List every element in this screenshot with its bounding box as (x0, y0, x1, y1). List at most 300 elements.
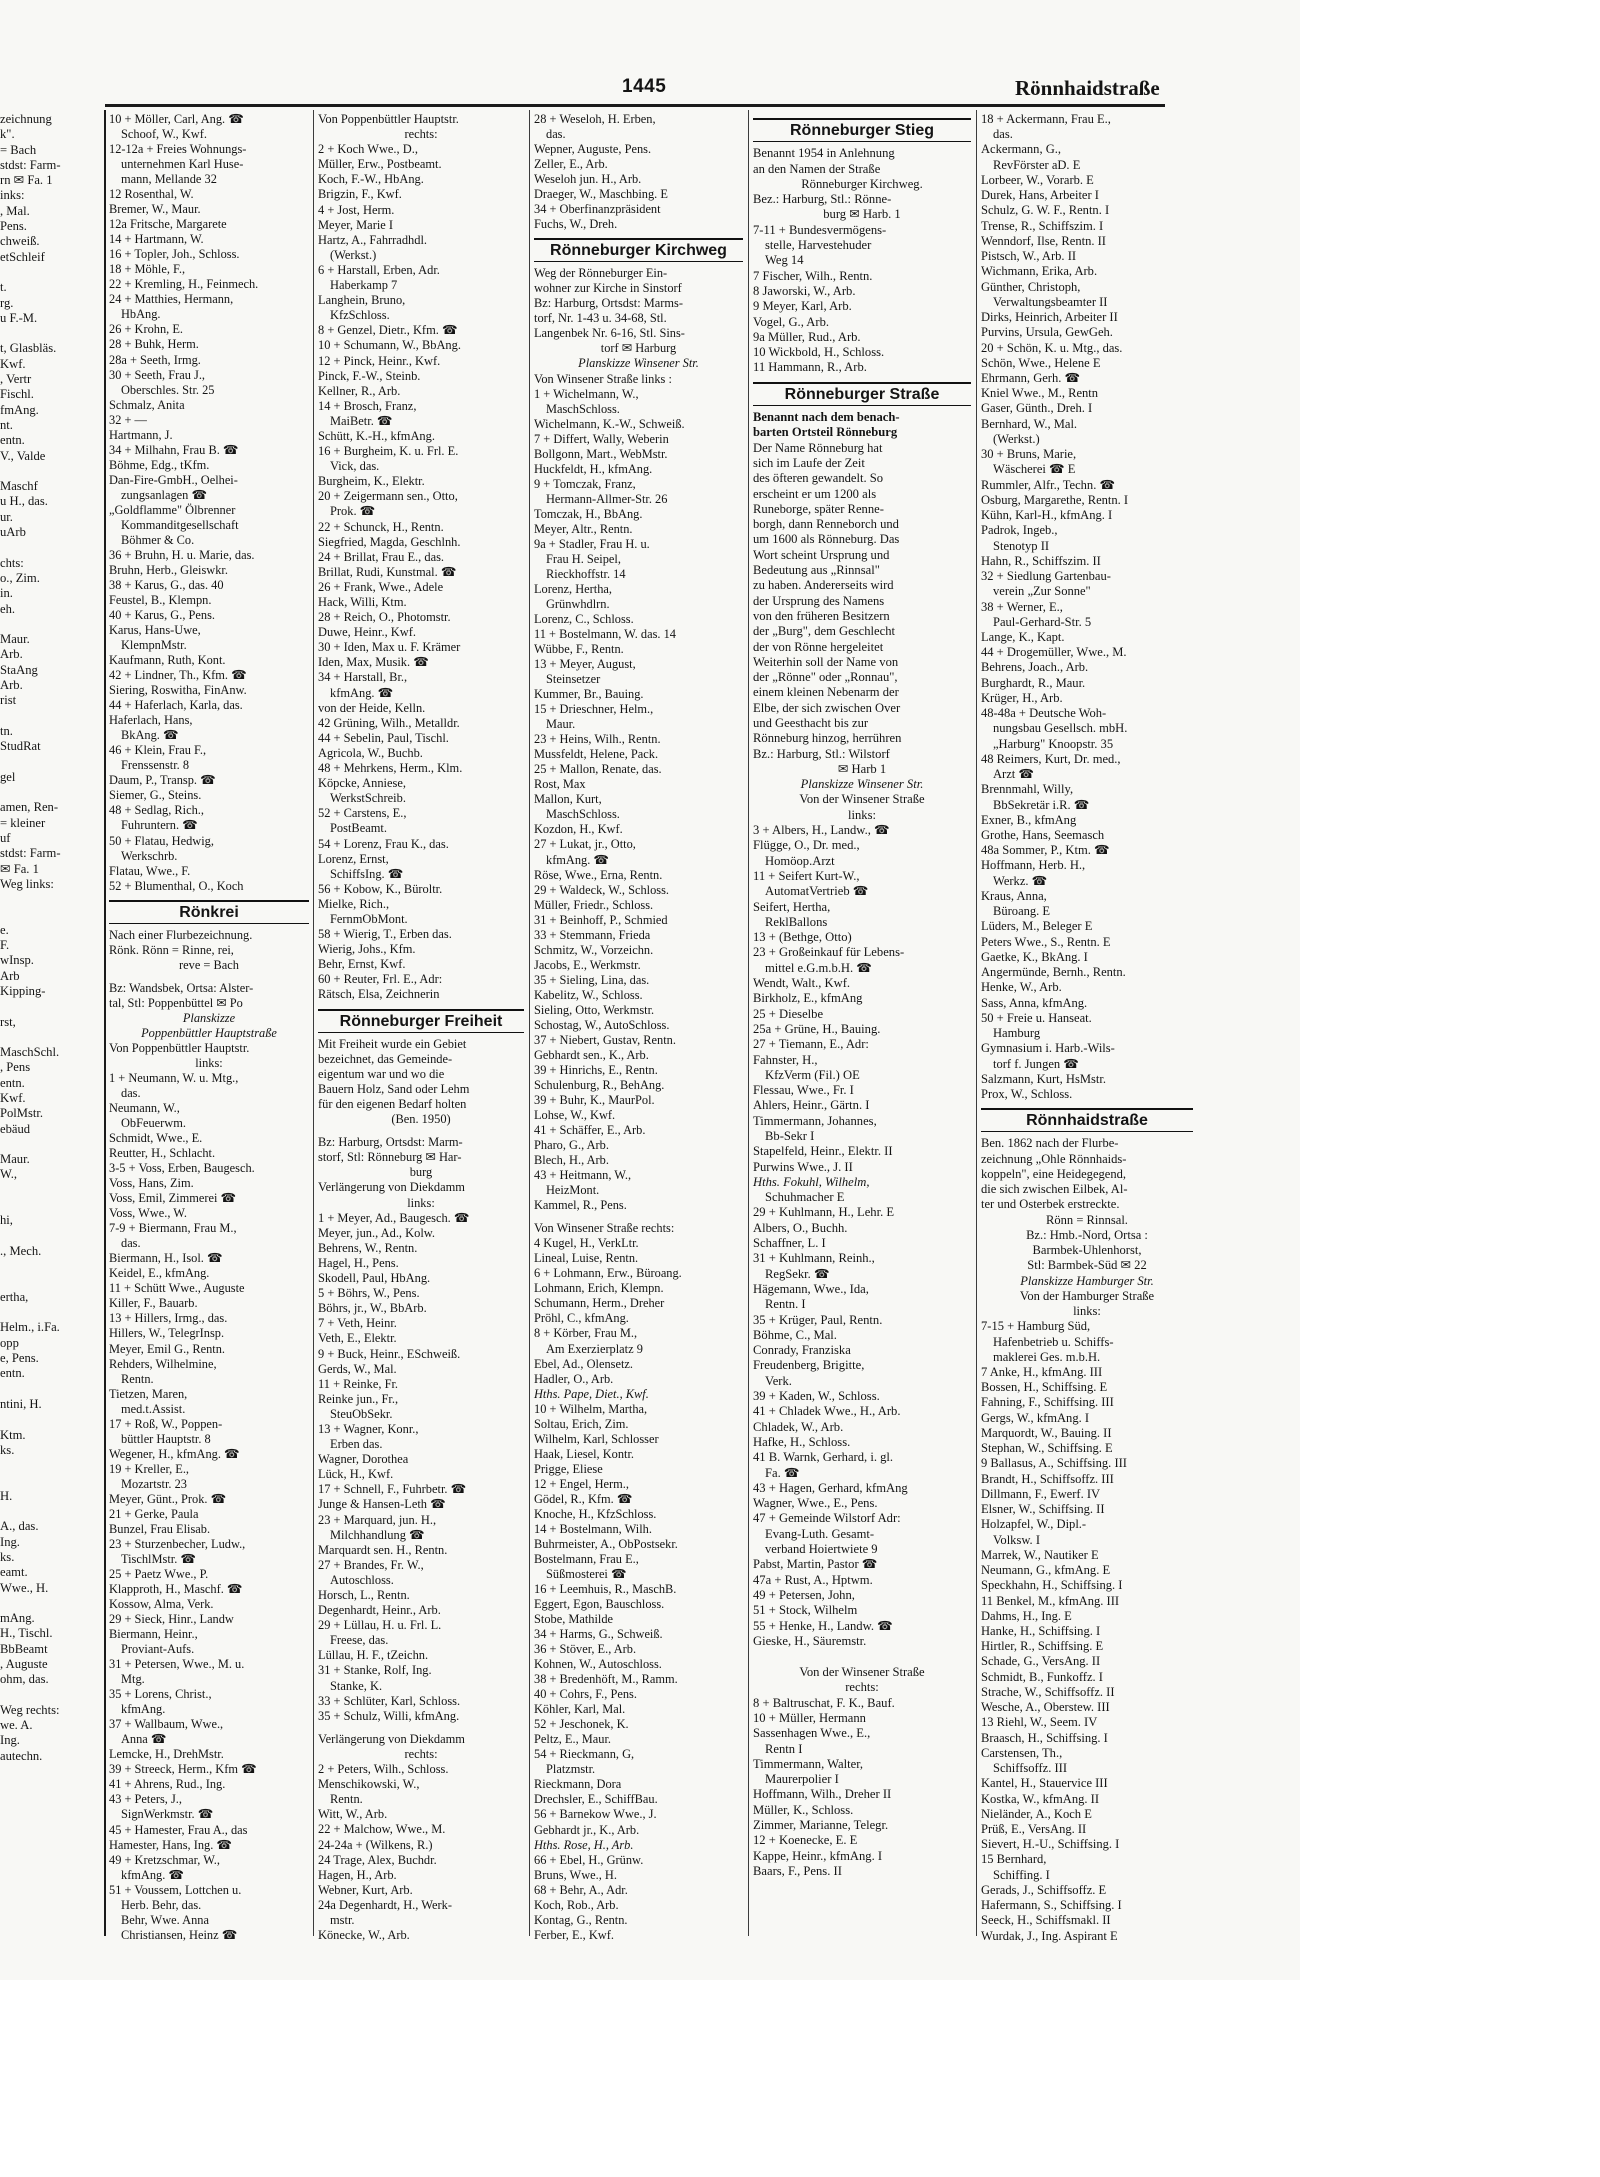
directory-entry: Lineal, Luise, Rentn. (534, 1251, 639, 1266)
margin-fragment: entn. (0, 1075, 25, 1090)
directory-entry: kfmAng. ☎ (330, 685, 394, 700)
margin-fragment (0, 464, 100, 479)
directory-entry: 29 + Sieck, Hinr., Landw (109, 1612, 234, 1627)
directory-entry: Karus, Hans-Uwe, (109, 623, 201, 638)
directory-entry: 34 + Harstall, Br., (318, 670, 408, 685)
directory-entry: 13 + Wagner, Konr., (318, 1421, 419, 1436)
directory-entry: 48 Reimers, Kurt, Dr. med., (981, 751, 1121, 766)
directory-entry: 34 + Milhahn, Frau B. ☎ (109, 442, 239, 457)
directory-entry: MaschSchloss. (546, 807, 620, 822)
directory-entry: Mit Freiheit wurde ein Gebiet (318, 1036, 467, 1051)
directory-entry: Stobe, Mathilde (534, 1612, 614, 1627)
margin-fragment (0, 709, 100, 724)
directory-entry: Eggert, Egon, Bauschloss. (534, 1597, 665, 1612)
directory-entry: Zeller, E., Arb. (534, 157, 608, 172)
directory-entry: Pinck, F.-W., Steinb. (318, 368, 421, 383)
directory-entry: Gebhardt jr., K., Arb. (534, 1822, 640, 1837)
column-divider (748, 110, 749, 1936)
directory-entry: Wepner, Auguste, Pens. (534, 142, 652, 157)
directory-entry: Schade, G., VersAng. II (981, 1654, 1101, 1669)
street-heading: Rönneburger Straße (753, 382, 971, 406)
directory-entry: Planskizze Hamburger Str. (1020, 1273, 1154, 1288)
directory-entry: 37 + Niebert, Gustav, Rentn. (534, 1032, 676, 1047)
directory-entry: torf, Nr. 1-43 u. 34-68, Stl. (534, 311, 667, 326)
directory-entry: 14 + Hartmann, W. (109, 232, 204, 247)
directory-entry: 30 + Seeth, Frau J., (109, 367, 206, 382)
directory-entry: Wendt, Walt., Kwf. (753, 976, 851, 991)
directory-entry: Hagel, H., Pens. (318, 1255, 399, 1270)
directory-entry: Kummer, Br., Bauing. (534, 687, 644, 702)
directory-entry: Nach einer Flurbezeichnung. (109, 927, 253, 942)
directory-entry: Osburg, Margarethe, Rentn. I (981, 492, 1129, 507)
directory-entry: Schmalz, Anita (109, 397, 185, 412)
directory-entry: Verlängerung von Diekdamm (318, 1731, 465, 1746)
directory-entry: Mussfeldt, Helene, Pack. (534, 747, 659, 762)
directory-entry: Dirks, Heinrich, Arbeiter II (981, 310, 1118, 325)
directory-entry: Bz: Harburg, Ortsdst: Marms- (534, 296, 683, 311)
directory-entry: Hoffmann, Wilh., Dreher II (753, 1787, 892, 1802)
directory-entry: 2 + Peters, Wilh., Schloss. (318, 1762, 449, 1777)
directory-entry: Voss, Wwe., W. (109, 1206, 187, 1221)
directory-entry: 11 Hammann, R., Arb. (753, 360, 867, 375)
directory-entry: Bremer, W., Maur. (109, 202, 201, 217)
directory-entry: Lorenz, Hertha, (534, 581, 612, 596)
directory-entry: 22 + Malchow, Wwe., M. (318, 1822, 446, 1837)
directory-entry: 47a + Rust, A., Hptwm. (753, 1572, 873, 1587)
directory-entry: 40 + Karus, G., Pens. (109, 608, 215, 623)
directory-entry: Kellner, R., Arb. (318, 383, 401, 398)
directory-entry: RevFörster aD. E (993, 157, 1081, 172)
directory-entry: 8 + Genzel, Dietr., Kfm. ☎ (318, 323, 458, 338)
directory-entry: Rentn. (121, 1371, 154, 1386)
directory-entry: für den eigenen Bedarf holten (318, 1097, 467, 1111)
directory-entry: des öfteren gewandelt. So (753, 471, 884, 486)
directory-entry: wohner zur Kirche in Sinstorf (534, 281, 682, 296)
margin-fragment: ebäud (0, 1121, 31, 1136)
directory-entry: Von Poppenbüttler Hauptstr. (318, 112, 459, 126)
directory-entry: 7-15 + Hamburg Süd, (981, 1319, 1091, 1334)
margin-fragment (0, 1198, 100, 1213)
directory-entry: Siering, Roswitha, FinAnw. (109, 683, 247, 698)
directory-entry: Tomczak, H., BbAng. (534, 506, 643, 521)
directory-entry: 48-48a + Deutsche Woh- (981, 706, 1107, 721)
directory-entry: 39 + Streeck, Herm., Kfm ☎ (109, 1762, 257, 1777)
directory-entry: 12 + Engel, Herm., (534, 1476, 629, 1491)
directory-entry: Büroang. E (993, 904, 1051, 919)
directory-entry: Schulenburg, R., BehAng. (534, 1077, 665, 1092)
directory-entry: 24a Degenhardt, H., Werk- (318, 1897, 452, 1912)
directory-entry: Paul-Gerhard-Str. 5 (993, 614, 1092, 629)
directory-entry: Haferlach, Hans, (109, 713, 193, 728)
directory-entry: Hths. Fokuhl, Wilhelm, (753, 1174, 870, 1189)
directory-entry: 50 + Freie u. Hanseat. (981, 1010, 1092, 1025)
directory-entry: Buhrmeister, A., ObPostsekr. (534, 1536, 678, 1551)
directory-entry: burg ✉ Harb. 1 (823, 207, 901, 222)
directory-entry: Kabelitz, W., Schloss. (534, 987, 643, 1002)
directory-entry: Rost, Max (534, 777, 586, 792)
directory-entry: torf ✉ Harburg (600, 341, 677, 356)
directory-entry: ✉ Harb 1 (837, 761, 887, 776)
directory-entry: zu haben. Andererseits wird (753, 578, 894, 593)
directory-entry: Sieling, Otto, Werkmstr. (534, 1002, 655, 1017)
directory-entry: Junge & Hansen-Leth ☎ (318, 1497, 446, 1512)
directory-entry: verein „Zur Sonne" (993, 584, 1091, 599)
directory-entry: 28 + Reich, O., Photomstr. (318, 610, 451, 625)
directory-entry: 32 + Siedlung Gartenbau- (981, 569, 1111, 584)
directory-entry: med.t.Assist. (121, 1401, 186, 1416)
margin-fragment: u H., das. (0, 494, 48, 509)
directory-entry: Maur. (546, 717, 576, 732)
margin-fragment: Fischl. (0, 387, 34, 402)
directory-entry: 24-24a + (Wilkens, R.) (318, 1837, 433, 1852)
directory-entry: Drechsler, E., SchiffBau. (534, 1792, 658, 1807)
directory-entry: Frenssenstr. 8 (121, 758, 190, 773)
directory-entry: ObFeuerwm. (121, 1116, 186, 1131)
section-gap (534, 1213, 743, 1221)
directory-entry: 9a Müller, Rud., Arb. (753, 329, 861, 344)
directory-entry: Wagner, Dorothea (318, 1452, 409, 1467)
directory-entry: Anna ☎ (121, 1732, 167, 1747)
directory-entry: von den früheren Besitzern (753, 608, 890, 623)
directory-entry: Verlängerung von Diekdamm (318, 1180, 465, 1195)
margin-fragment (0, 1382, 100, 1397)
margin-fragment: Kwf. (0, 1091, 26, 1105)
directory-entry: 7 Fischer, Wilh., Rentn. (753, 268, 873, 283)
directory-entry: Fuhruntern. ☎ (121, 818, 198, 833)
directory-entry: Hahn, R., Schiffszim. II (981, 553, 1101, 568)
directory-entry: Gergs, W., kfmAng. I (981, 1410, 1090, 1425)
directory-entry: Frau H. Seipel, (546, 551, 621, 566)
margin-fragment: ks. (0, 1549, 15, 1564)
directory-entry: die sich zwischen Eilbek, Al- (981, 1182, 1128, 1197)
directory-entry: Degenhardt, Heinr., Arb. (318, 1603, 441, 1618)
directory-entry: Rieckmann, Dora (534, 1777, 622, 1792)
directory-entry: Koch, Rob., Arb. (534, 1897, 619, 1912)
directory-entry: 31 + Kuhlmann, Reinh., (753, 1251, 875, 1266)
directory-entry: Schmitz, W., Vorzeichn. (534, 942, 654, 957)
directory-entry: 32 + — (109, 412, 147, 427)
directory-entry: 29 + Kuhlmann, H., Lehr. E (753, 1205, 895, 1220)
directory-entry: Hafenbetrieb u. Schiffs- (993, 1334, 1114, 1349)
directory-entry: Rieckhoffstr. 14 (546, 566, 626, 581)
directory-entry: Stenotyp II (993, 538, 1050, 553)
directory-entry: Behrens, Joach., Arb. (981, 660, 1089, 675)
directory-entry: Gerds, W., Mal. (318, 1361, 397, 1376)
directory-entry: das. (546, 127, 566, 142)
directory-entry: Schön, Wwe., Helene E (981, 355, 1101, 370)
directory-entry: Knoche, H., KfzSchloss. (534, 1506, 657, 1521)
directory-entry: Vick, das. (330, 459, 380, 474)
directory-entry: Witt, W., Arb. (318, 1807, 388, 1822)
directory-entry: maklerei Ges. m.b.H. (993, 1349, 1101, 1364)
directory-entry: Maurerpolier I (765, 1772, 839, 1787)
margin-fragment: chts: (0, 555, 24, 570)
directory-entry: 47 + Gemeinde Wilstorf Adr: (753, 1511, 901, 1526)
margin-fragment (0, 1305, 100, 1320)
directory-entry: Christiansen, Heinz ☎ (121, 1927, 238, 1942)
directory-entry: 16 + Burgheim, K. u. Frl. E. (318, 444, 459, 459)
margin-fragment: nt. (0, 417, 13, 432)
directory-entry: 40 + Cohrs, F., Pens. (534, 1687, 637, 1702)
margin-fragment: StudRat (0, 739, 41, 754)
directory-entry: Bb-Sekr I (765, 1129, 815, 1143)
directory-entry: Kostka, W., kfmAng. II (981, 1791, 1099, 1806)
margin-fragment: ertha, (0, 1289, 29, 1304)
directory-entry: Kaufmann, Ruth, Kont. (109, 653, 226, 668)
directory-entry: Runeborge, später Renne- (753, 501, 884, 516)
directory-entry: borgh, dann Renneborch und (753, 517, 899, 532)
directory-entry: Holzapfel, W., Dipl.- (981, 1517, 1087, 1532)
margin-fragment: amen, Ren- (0, 800, 59, 815)
directory-entry: Brigzin, F., Kwf. (318, 187, 402, 202)
directory-entry: 14 + Bostelmann, Wilh. (534, 1521, 652, 1536)
directory-entry: Schumann, Herm., Dreher (534, 1296, 665, 1311)
directory-entry: Braasch, H., Schiffsing. I (981, 1730, 1108, 1745)
directory-entry: Wierig, Johs., Kfm. (318, 942, 416, 957)
margin-fragment (0, 1412, 100, 1427)
margin-fragment: Arb. (0, 677, 23, 692)
directory-entry: Purwins Wwe., J. II (753, 1159, 853, 1174)
directory-entry: sich im Laufe der Zeit (753, 455, 865, 470)
directory-entry: Koch, F.-W., HbAng. (318, 172, 424, 187)
directory-entry: Lüllau, H. F., tZeichn. (318, 1648, 429, 1663)
margin-fragment: o., Zim. (0, 570, 40, 585)
directory-column-3 (534, 112, 743, 1943)
directory-entry: (Ben. 1950) (391, 1112, 451, 1127)
directory-entry: Keidel, E., kfmAng. (109, 1266, 210, 1281)
directory-entry: Köhler, Karl, Mal. (534, 1702, 626, 1717)
directory-entry: 27 + Brandes, Fr. W., (318, 1557, 424, 1572)
directory-entry: Padrok, Ingeb., (981, 523, 1058, 538)
directory-entry: Reinke jun., Fr., (318, 1391, 399, 1406)
directory-entry: 38 + Karus, G., das. 40 (109, 577, 224, 592)
directory-entry: Lohmann, Erich, Klempn. (534, 1281, 664, 1296)
directory-entry: Elsner, W., Schiffsing. II (981, 1502, 1105, 1517)
directory-entry: 44 + Haferlach, Karla, das. (109, 698, 243, 713)
margin-fragment (0, 1473, 100, 1488)
directory-entry: Hagen, H., Arb. (318, 1867, 397, 1882)
directory-entry: Lorbeer, W., Vorarb. E (981, 172, 1094, 187)
directory-entry: 3 + Albers, H., Landw., ☎ (753, 823, 890, 838)
directory-entry: bezeichnet, das Gemeinde- (318, 1051, 453, 1066)
directory-entry: Lorenz, C., Schloss. (534, 612, 634, 626)
directory-entry: 36 + Bruhn, H. u. Marie, das. (109, 547, 255, 562)
directory-entry: Carstensen, Th., (981, 1745, 1063, 1760)
directory-entry: Poppenbüttler Hauptstraße (141, 1025, 277, 1040)
directory-entry: Fa. ☎ (765, 1465, 800, 1480)
directory-entry: Rummler, Alfr., Techn. ☎ (981, 477, 1116, 492)
directory-entry: Wübbe, F., Rentn. (534, 642, 624, 657)
directory-entry: 23 + Großeinkauf für Lebens- (753, 945, 905, 960)
directory-entry: das. (121, 1236, 141, 1251)
margin-fragment: rst, (0, 1014, 16, 1029)
margin-fragment: ohm, das. (0, 1672, 49, 1687)
directory-entry: 48a Sommer, P., Ktm. ☎ (981, 843, 1110, 858)
directory-entry: Röse, Wwe., Erna, Rentn. (534, 867, 663, 882)
directory-entry: 33 + Schlüter, Karl, Schloss. (318, 1693, 461, 1708)
directory-entry: Baars, F., Pens. II (753, 1863, 842, 1878)
directory-entry: Sass, Anna, kfmAng. (981, 995, 1088, 1010)
directory-entry: Lohse, W., Kwf. (534, 1108, 616, 1123)
directory-entry: Dillmann, F., Ewerf. IV (981, 1486, 1101, 1501)
margin-fragment (0, 1137, 100, 1152)
directory-entry: 29 + Lüllau, H. u. Frl. L. (318, 1618, 442, 1633)
margin-fragment (0, 1259, 100, 1274)
directory-entry: Werkschrb. (121, 848, 178, 863)
directory-entry: Weg 14 (765, 253, 804, 268)
directory-entry: Blech, H., Arb. (534, 1153, 609, 1168)
directory-entry: Weiterhin soll der Name von (753, 654, 899, 669)
margin-fragment: V., Valde (0, 448, 46, 463)
directory-entry: 7 + Differt, Wally, Weberin (534, 431, 669, 446)
margin-fragment: e, Pens. (0, 1351, 39, 1366)
directory-entry: Bz: Wandsbek, Ortsa: Alster- (109, 980, 254, 995)
directory-column-4 (753, 112, 971, 1879)
directory-entry: ter und Osterbek erstreckte. (981, 1197, 1120, 1212)
directory-entry: Bostelmann, Frau E., (534, 1551, 639, 1566)
directory-entry: 54 + Rieckmann, G, (534, 1747, 635, 1762)
directory-entry: 12a Fritsche, Margarete (109, 217, 227, 232)
directory-entry: kfmAng. ☎ (546, 852, 609, 867)
column-divider (529, 110, 530, 1936)
directory-entry: Hafke, H., Schloss. (753, 1434, 851, 1449)
directory-entry: 10 Wickbold, H., Schloss. (753, 345, 885, 360)
directory-entry: 28a + Seeth, Irmg. (109, 352, 201, 367)
directory-entry: mstr. (330, 1912, 355, 1927)
directory-entry: 14 + Brosch, Franz, (318, 398, 417, 413)
margin-fragment: ✉ Fa. 1 (0, 861, 39, 876)
directory-entry: Hartz, A., Fahrradhdl. (318, 232, 428, 247)
margin-fragment: zeichnung (0, 112, 52, 126)
directory-entry: Von Winsener Straße rechts: (534, 1221, 675, 1236)
directory-entry: das. (993, 127, 1013, 142)
margin-fragment (0, 617, 100, 632)
margin-fragment: H., Tischl. (0, 1626, 53, 1641)
directory-entry: Proviant-Aufs. (121, 1642, 195, 1657)
directory-entry: 11 + Reinke, Fr. (318, 1376, 399, 1391)
directory-entry: Gaetke, K., BkAng. I (981, 949, 1088, 964)
directory-entry: 33 + Stemmann, Frieda (534, 927, 651, 942)
street-heading: Rönneburger Stieg (753, 118, 971, 142)
directory-entry: Pharo, G., Arb. (534, 1138, 609, 1153)
directory-entry: Autoschloss. (330, 1572, 394, 1587)
directory-entry: Durek, Hans, Arbeiter I (981, 188, 1099, 203)
directory-entry: 49 + Kretzschmar, W., (109, 1852, 220, 1867)
margin-fragment: ntini, H. (0, 1396, 42, 1411)
directory-entry: 18 + Möhle, F., (109, 262, 186, 277)
directory-entry: Behrens, W., Rentn. (318, 1240, 418, 1255)
directory-entry: 10 + Müller, Hermann (753, 1710, 866, 1725)
directory-entry: tal, Stl: Poppenbüttel ✉ Po (109, 995, 243, 1010)
margin-fragment: fmAng. (0, 402, 39, 417)
directory-entry: 38 + Werner, E., (981, 599, 1063, 614)
directory-entry: Böhmer & Co. (121, 532, 195, 547)
directory-entry: Klapproth, H., Maschf. ☎ (109, 1582, 243, 1596)
directory-entry: 50 + Flatau, Hedwig, (109, 833, 214, 848)
directory-entry: 43 + Hagen, Gerhard, kfmAng (753, 1480, 908, 1495)
directory-entry: 43 + Peters, J., (109, 1792, 182, 1807)
margin-fragment: we. A. (0, 1718, 33, 1733)
directory-entry: Prox, W., Schloss. (981, 1087, 1073, 1101)
directory-entry: Iden, Max, Musik. ☎ (318, 655, 429, 670)
directory-entry: SchiffsIng. ☎ (330, 866, 404, 881)
directory-entry: 20 + Schön, K. u. Mtg., das. (981, 340, 1123, 355)
directory-entry: Mielke, Rich., (318, 896, 390, 911)
margin-fragment: u F.-M. (0, 310, 38, 325)
directory-entry: Volksw. I (993, 1532, 1040, 1547)
margin-fragment: opp (0, 1335, 19, 1350)
directory-entry: Seeck, H., Schiffsmakl. II (981, 1913, 1111, 1928)
margin-fragment: eamt. (0, 1565, 28, 1580)
margin-fragment (0, 1596, 100, 1611)
directory-entry: Von Winsener Straße links : (534, 371, 672, 386)
directory-entry: Kommanditgesellschaft (121, 517, 239, 532)
directory-entry: 12 Rosenthal, W. (109, 187, 194, 202)
directory-entry: Agricola, W., Buchb. (318, 745, 423, 760)
directory-entry: 8 Jaworski, W., Arb. (753, 283, 856, 298)
margin-fragment (0, 1275, 100, 1290)
directory-entry: 16 + Leemhuis, R., MaschB. (534, 1582, 677, 1596)
section-gap (753, 1657, 971, 1665)
directory-entry: 39 + Hinrichs, E., Rentn. (534, 1062, 658, 1077)
directory-entry: kfmAng. (121, 1702, 166, 1717)
directory-entry: Henke, W., Arb. (981, 980, 1062, 995)
directory-entry: 52 + Blumenthal, O., Koch (109, 878, 244, 893)
section-gap (109, 973, 309, 981)
directory-entry: Herb. Behr, das. (121, 1897, 202, 1912)
column-divider (104, 110, 106, 1936)
directory-entry: Steinsetzer (546, 672, 601, 687)
directory-entry: Homöop.Arzt (765, 853, 835, 868)
directory-entry: Sassenhagen Wwe., E., (753, 1726, 871, 1741)
directory-entry: Meyer, Marie I (318, 217, 394, 232)
directory-entry: stelle, Harvestehuder (765, 238, 872, 253)
directory-entry: Lorenz, Ernst, (318, 851, 389, 866)
directory-entry: 7 Anke, H., kfmAng. III (981, 1364, 1103, 1379)
margin-fragment (0, 754, 100, 769)
directory-entry: Veth, E., Elektr. (318, 1331, 397, 1346)
directory-entry: 35 + Sieling, Lina, das. (534, 972, 650, 987)
margin-fragment: tn. (0, 723, 13, 738)
directory-entry: Ahlers, Heinr., Gärtn. I (753, 1098, 870, 1113)
directory-entry: KfzVerm (Fil.) OE (765, 1067, 860, 1082)
directory-entry: 58 + Wierig, T., Erben das. (318, 927, 452, 942)
directory-entry: Weseloh jun. H., Arb. (534, 172, 642, 187)
directory-entry: 17 + Roß, W., Poppen- (109, 1416, 223, 1431)
directory-entry: erscheint er um 1200 als (753, 486, 877, 501)
directory-entry: 51 + Voussem, Lottchen u. (109, 1882, 242, 1897)
directory-entry: Von der Winsener Straße (799, 792, 925, 807)
directory-column-1 (109, 112, 309, 1943)
directory-entry: Zimmer, Marianne, Telegr. (753, 1818, 889, 1833)
directory-entry: Ferber, E., Kwf. (534, 1927, 614, 1942)
directory-entry: TischlMstr. ☎ (121, 1551, 196, 1566)
directory-entry: 10 + Schumann, W., BbAng. (318, 338, 461, 353)
directory-entry: 25a + Grüne, H., Bauing. (753, 1021, 881, 1036)
directory-entry: 31 + Beinhoff, P., Schmied (534, 912, 668, 927)
directory-entry: 44 + Drogemüller, Wwe., M. (981, 645, 1127, 660)
directory-entry: 30 + Bruns, Marie, (981, 447, 1077, 462)
directory-entry: Fahnster, H., (753, 1052, 818, 1067)
directory-entry: Conrady, Franziska (753, 1343, 851, 1358)
directory-entry: Killer, F., Bauarb. (109, 1296, 198, 1311)
directory-entry: das. (121, 1085, 141, 1100)
directory-entry: Stephan, W., Schiffsing. E (981, 1441, 1113, 1456)
margin-fragment: k". (0, 127, 15, 142)
margin-fragment (0, 540, 100, 555)
directory-entry: 7-11 + Bundesvermögens- (753, 222, 887, 237)
directory-entry: 28 + Weseloh, H. Erben, (534, 112, 656, 126)
